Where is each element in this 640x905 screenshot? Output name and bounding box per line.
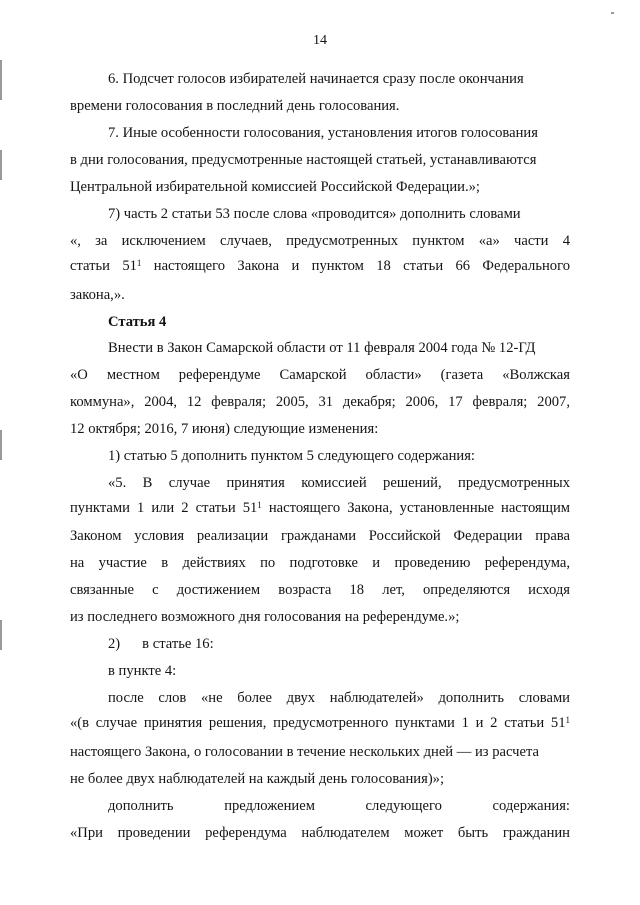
text-line: Центральной избирательной комиссией Российской Федерации.»; xyxy=(70,179,480,195)
text-line: Законом условия реализации гражданами Российской Федерации права xyxy=(70,528,570,544)
text-line: «, за исключением случаев, предусмотренных пунктом «а» части 4 xyxy=(70,233,570,249)
text-line xyxy=(70,714,570,732)
text-line: 7. Иные особенности голосования, установления итогов голосования xyxy=(108,125,538,141)
text-line: Внести в Закон Самарской области от 11 февраля 2004 года № 12-ГД xyxy=(108,340,536,356)
scan-edge-mark xyxy=(0,150,2,180)
text-line: после слов «не более двух наблюдателей» дополнить словами xyxy=(108,690,570,706)
superscript: 1 xyxy=(136,258,142,268)
text-line: из последнего возможного дня голосования на референдуме.»; xyxy=(70,609,460,625)
text-segment: пунктами 1 или 2 статьи 51 xyxy=(70,500,258,516)
text-line xyxy=(70,499,570,517)
text-line: в дни голосования, предусмотренные настоящей статьей, устанавливаются xyxy=(70,152,537,168)
text-line xyxy=(70,257,570,275)
text-line: 1) статью 5 дополнить пунктом 5 следующего содержания: xyxy=(108,448,475,464)
text-segment: настоящего Закона и пунктом 18 статьи 66 Федерального xyxy=(141,258,570,274)
superscript: 1 xyxy=(565,715,570,725)
superscript: 1 xyxy=(257,500,262,510)
text-segment: в статье 16: xyxy=(142,636,214,652)
scan-edge-mark xyxy=(0,620,2,650)
scan-edge-mark xyxy=(611,12,614,14)
text-segment: статьи 51 xyxy=(70,258,137,274)
text-segment: «(в случае принятия решения, предусмотренного пунктами 1 и 2 статьи 51 xyxy=(70,715,566,731)
text-line: времени голосования в последний день голосования. xyxy=(70,98,400,114)
text-line: в пункте 4: xyxy=(108,663,177,679)
article-heading: Статья 4 xyxy=(108,314,167,330)
list-marker: 2) xyxy=(108,636,121,652)
text-line: коммуна», 2004, 12 февраля; 2005, 31 декабря; 2006, 17 февраля; 2007, xyxy=(70,394,570,410)
text-line: связанные с достижением возраста 18 лет, определяются исходя xyxy=(70,582,570,598)
text-line: 7) часть 2 статьи 53 после слова «проводится» дополнить словами xyxy=(108,206,521,222)
scan-edge-mark xyxy=(0,430,2,460)
text-line: «О местном референдуме Самарской области» (газета «Волжская xyxy=(70,367,570,383)
text-line: не более двух наблюдателей на каждый день голосования)»; xyxy=(70,771,445,787)
text-segment: настоящего Закона, установленные настоящим xyxy=(261,500,570,516)
text-line: «5. В случае принятия комиссией решений, предусмотренных xyxy=(108,475,570,491)
page-number: 14 xyxy=(313,33,327,48)
text-line: закона,». xyxy=(70,287,125,303)
text-line: настоящего Закона, о голосовании в течение нескольких дней — из расчета xyxy=(70,744,540,760)
text-line: на участие в действиях по подготовке и проведению референдума, xyxy=(70,555,570,571)
text-line xyxy=(108,635,214,653)
text-line: «При проведении референдума наблюдателем может быть гражданин xyxy=(70,825,570,841)
text-line: 12 октября; 2016, 7 июня) следующие изменения: xyxy=(70,421,379,437)
text-line: 6. Подсчет голосов избирателей начинается сразу после окончания xyxy=(108,71,524,87)
text-line: дополнить предложением следующего содержания: xyxy=(108,798,570,814)
scan-edge-mark xyxy=(0,60,2,100)
